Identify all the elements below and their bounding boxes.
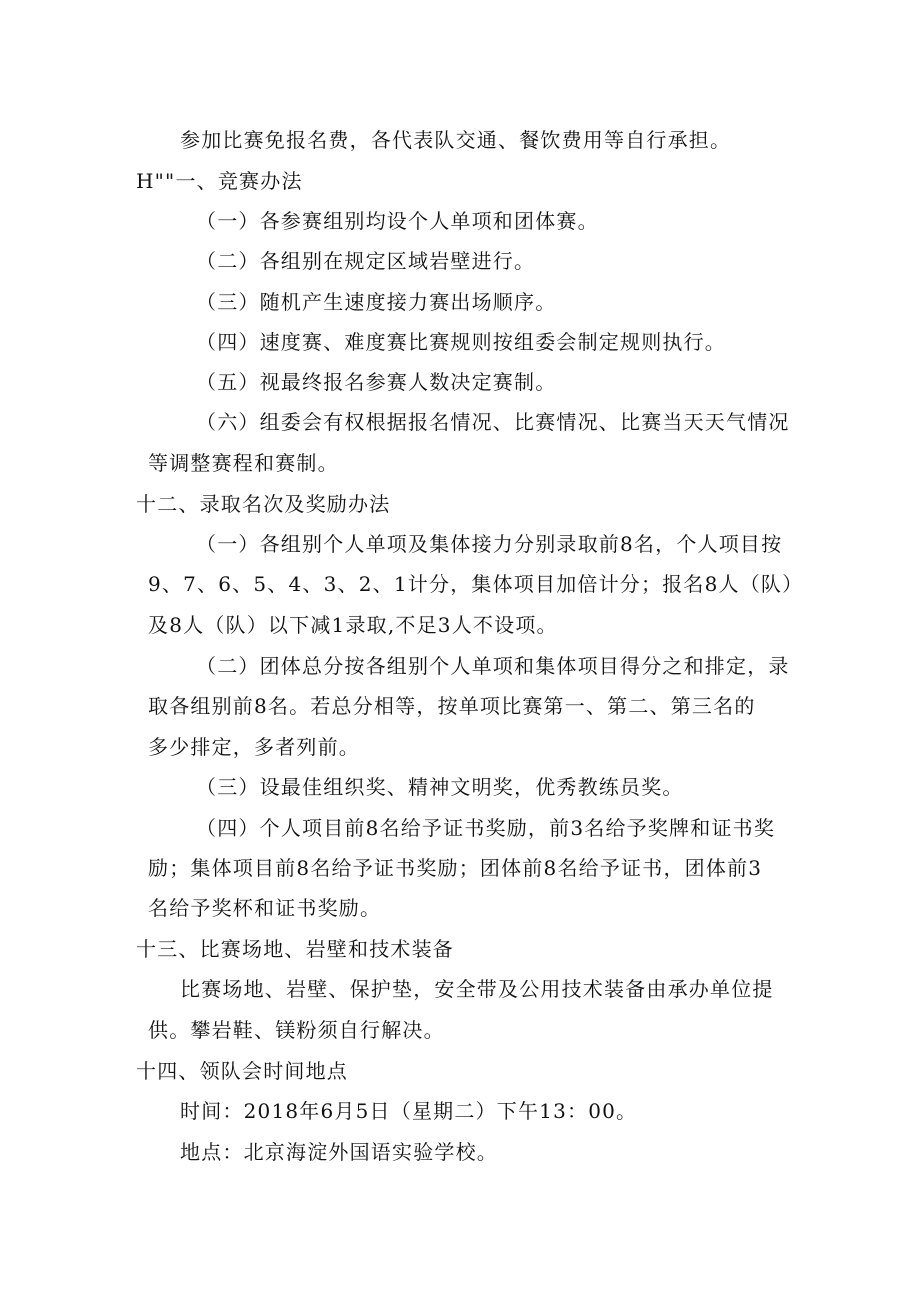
method-item-1: （一）各参赛组别均设个人单项和团体赛。 — [196, 209, 599, 233]
meeting-location: 地点：北京海淀外国语实验学校。 — [180, 1140, 498, 1164]
awards-item-1-line-2: 9、7、6、5、4、3、2、1计分，集体项目加倍计分；报名8人（队） — [148, 572, 804, 596]
awards-item-2-line-2: 取各组别前8名。若总分相等，按单项比赛第一、第二、第三名的 — [148, 694, 756, 718]
method-item-4: （四）速度赛、难度赛比赛规则按组委会制定规则执行。 — [196, 330, 726, 354]
venue-paragraph-line-1: 比赛场地、岩壁、保护垫，安全带及公用技术装备由承办单位提 — [180, 977, 774, 1001]
section-heading-venue-equipment: 十三、比赛场地、岩壁和技术装备 — [136, 937, 454, 961]
awards-item-2-line-3: 多少排定，多者列前。 — [148, 735, 360, 759]
venue-paragraph-line-2: 供。攀岩鞋、镁粉须自行解决。 — [148, 1018, 445, 1042]
awards-item-3: （三）设最佳组织奖、精神文明奖，优秀教练员奖。 — [196, 775, 684, 799]
awards-item-1-line-3: 及8人（队）以下减1录取,不足3人不设项。 — [148, 613, 558, 637]
awards-item-4-line-2: 励；集体项目前8名给予证书奖励；团体前8名给予证书，团体前3 — [148, 856, 763, 880]
meeting-time: 时间：2018年6月5日（星期二）下午13：00。 — [180, 1099, 638, 1123]
method-item-6-line-1: （六）组委会有权根据报名情况、比赛情况、比赛当天天气情况 — [196, 410, 790, 434]
method-item-6-line-2: 等调整赛程和赛制。 — [148, 451, 339, 475]
awards-item-4-line-3: 名给予奖杯和证书奖励。 — [148, 896, 382, 920]
method-item-3: （三）随机产生速度接力赛出场顺序。 — [196, 290, 557, 314]
awards-item-1-line-1: （一）各组别个人单项及集体接力分别录取前8名，个人项目按 — [196, 532, 783, 556]
fee-note-paragraph: 参加比赛免报名费，各代表队交通、餐饮费用等自行承担。 — [180, 128, 732, 152]
section-heading-ranking-awards: 十二、录取名次及奖励办法 — [136, 492, 391, 516]
section-heading-competition-method: H""一、竞赛办法 — [136, 169, 303, 193]
awards-item-2-line-1: （二）团体总分按各组别个人单项和集体项目得分之和排定，录 — [196, 654, 790, 678]
method-item-5: （五）视最终报名参赛人数决定赛制。 — [196, 370, 557, 394]
section-heading-team-leader-meeting: 十四、领队会时间地点 — [136, 1059, 348, 1083]
awards-item-4-line-1: （四）个人项目前8名给予证书奖励，前3名给予奖牌和证书奖 — [196, 816, 776, 840]
method-item-2: （二）各组别在规定区域岩壁进行。 — [196, 249, 536, 273]
